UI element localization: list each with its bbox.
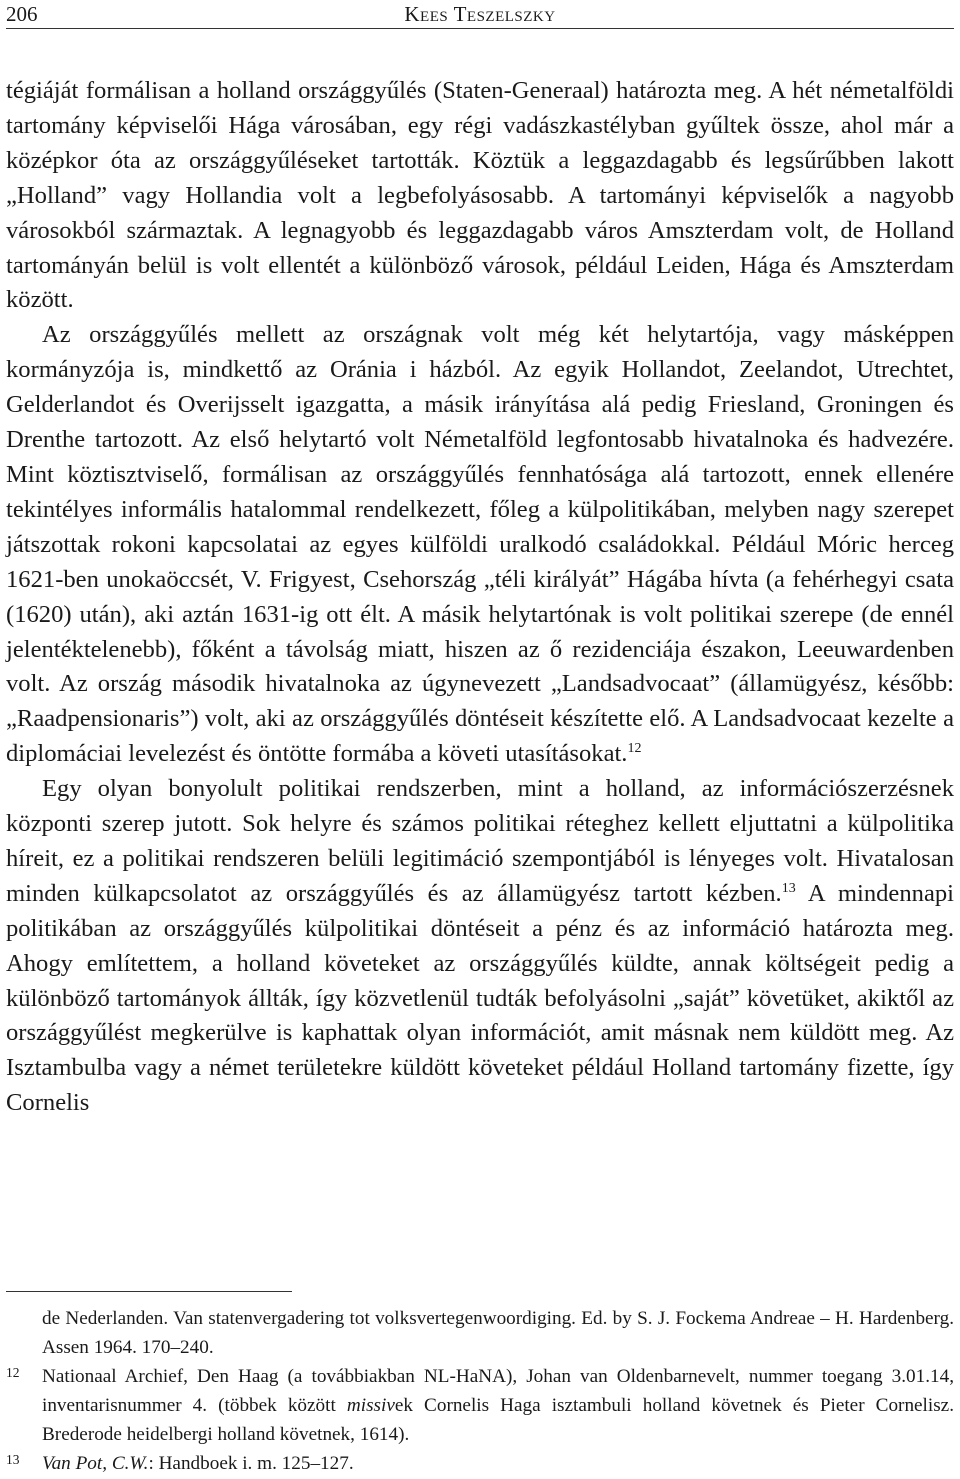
footnote-13-author: Van Pot, C.W. — [42, 1453, 149, 1474]
footnote-13-number: 13 — [6, 1452, 20, 1467]
paragraph-3-text-b: A mindennapi politikában az országgyűlés külpolitikai döntéseit a pénz és az információ határozta meg. Ahogy említettem, a holland követeket az országgyűlés küldte, annak költségeit pedig a különböző tartományok állták, így közvetlenül tudták befolyásolni „saját” követüket, akiktől az országgyűlést megkerülve is kaphattak olyan információt, amit másnak nem küldött meg. Az Isztambulba vagy a német területekre küldött követeket például Holland tartomány fizette, így Cornelis — [6, 879, 954, 1117]
footnote-12-text-a: Nationaal Archief, Den Haag (a továbbiakban NL-HaNA), Johan van Oldenbarnevelt, nummer toegang 3.01.14, inventarisnummer 4. (többek között — [42, 1366, 954, 1416]
running-head: Kees Teszelszky — [404, 2, 556, 26]
paragraph-1-text: tégiáját formálisan a holland országgyűlés (Staten-Generaal) határozta meg. A hét németalföldi tartomány képviselői Hága városában, egy régi vadászkastélyban gyűltek össze, ahol már a középkor óta az országgyűléseket tartották. Köztük a leggazdagabb és legsűrűbben lakott „Holland” vagy Hollandia volt a legbefolyásosabb. A tartományi képviselők a nagyobb városokból származtak. A legnagyobb és leggazdagabb város Amszterdam volt, de Holland tartományán belül is volt ellentét a különböző városok, például Leiden, Hága és Amszterdam között. — [6, 77, 954, 314]
footnote-continuation-text: de Nederlanden. Van statenvergadering tot volksvertegenwoordiging. Ed. by S. J. Fockema Andreae – H. Hardenberg. Assen 1964. 170–240. — [42, 1308, 954, 1358]
page-header — [6, 0, 954, 29]
paragraph-1 — [6, 74, 954, 318]
footnote-13-text: : Handboek i. m. 125–127. — [148, 1453, 354, 1474]
paragraph-3 — [6, 772, 954, 1121]
footnote-ref-13[interactable]: 13 — [781, 880, 796, 896]
body-text — [6, 74, 954, 1121]
footnote-12-italic: missiv — [346, 1395, 395, 1416]
footnote-continuation — [6, 1304, 954, 1362]
footnote-12-text-b: ek Cornelis Haga isztambuli holland követnek és Pieter Cornelisz. Brederode heidelbergi holland követnek, 1614). — [42, 1395, 954, 1445]
paragraph-2 — [6, 318, 954, 772]
paragraph-3-text-a: Egy olyan bonyolult politikai rendszerben, mint a holland, az információszerzésnek központi szerep jutott. Sok helyre és számos politikai réteghez kellett eljuttatni a külpolitika híreit, ez a politikai rendszeren belüli legitimáció szempontjából is lényeges volt. Hivatalosan minden külkapcsolatot az országgyűlés és az államügyész tartott kézben. — [6, 775, 954, 907]
footnote-separator — [6, 1291, 292, 1292]
paragraph-2-text: Az országgyűlés mellett az országnak volt még két helytartója, vagy másképpen kormányzója is, mindkettő az Oránia i házból. Az egyik Hollandot, Zeelandot, Utrechtet, Gelderlandot és Overijsselt igazgatta, a másik irányítása alá pedig Friesland, Groningen és Drenthe tartozott. Az első helytartó volt Németalföld legfontosabb hivatalnoka és hadvezére. Mint köztisztviselő, formálisan az országgyűlés fennhatósága alá tartozott, ennek ellenére tekintélyes informális hatalommal rendelkezett, főleg a külpolitikában, melyben nagy szerepet játszottak rokoni kapcsolatai az egyes külföldi uralkodó családokkal. Például Móric herceg 1621-ben unokaöccsét, V. Frigyest, Csehország „téli királyát” Hágába hívta (a fehérhegyi csata (1620) után), aki aztán 1631-ig ott élt. A másik helytartónak is volt politikai szerepe (de ennél jelentéktelenebb), főként a távolság miatt, hiszen az ő rezidenciája északon, Leeuwardenben volt. Az ország második hivatalnoka az úgynevezett „Landsadvocaat” (államügyész, később: „Raadpensionaris”) volt, aki az országgyűlés döntéseit készítette elő. A Landsadvocaat kezelte a diplomáciai levelezést és öntötte formába a követi utasításokat. — [6, 321, 954, 768]
footnotes — [6, 1304, 954, 1478]
footnote-12 — [6, 1362, 954, 1449]
footnote-ref-12[interactable]: 12 — [627, 741, 642, 757]
footnote-12-number: 12 — [6, 1365, 20, 1380]
footnote-13 — [6, 1449, 954, 1478]
page-number: 206 — [6, 2, 38, 26]
